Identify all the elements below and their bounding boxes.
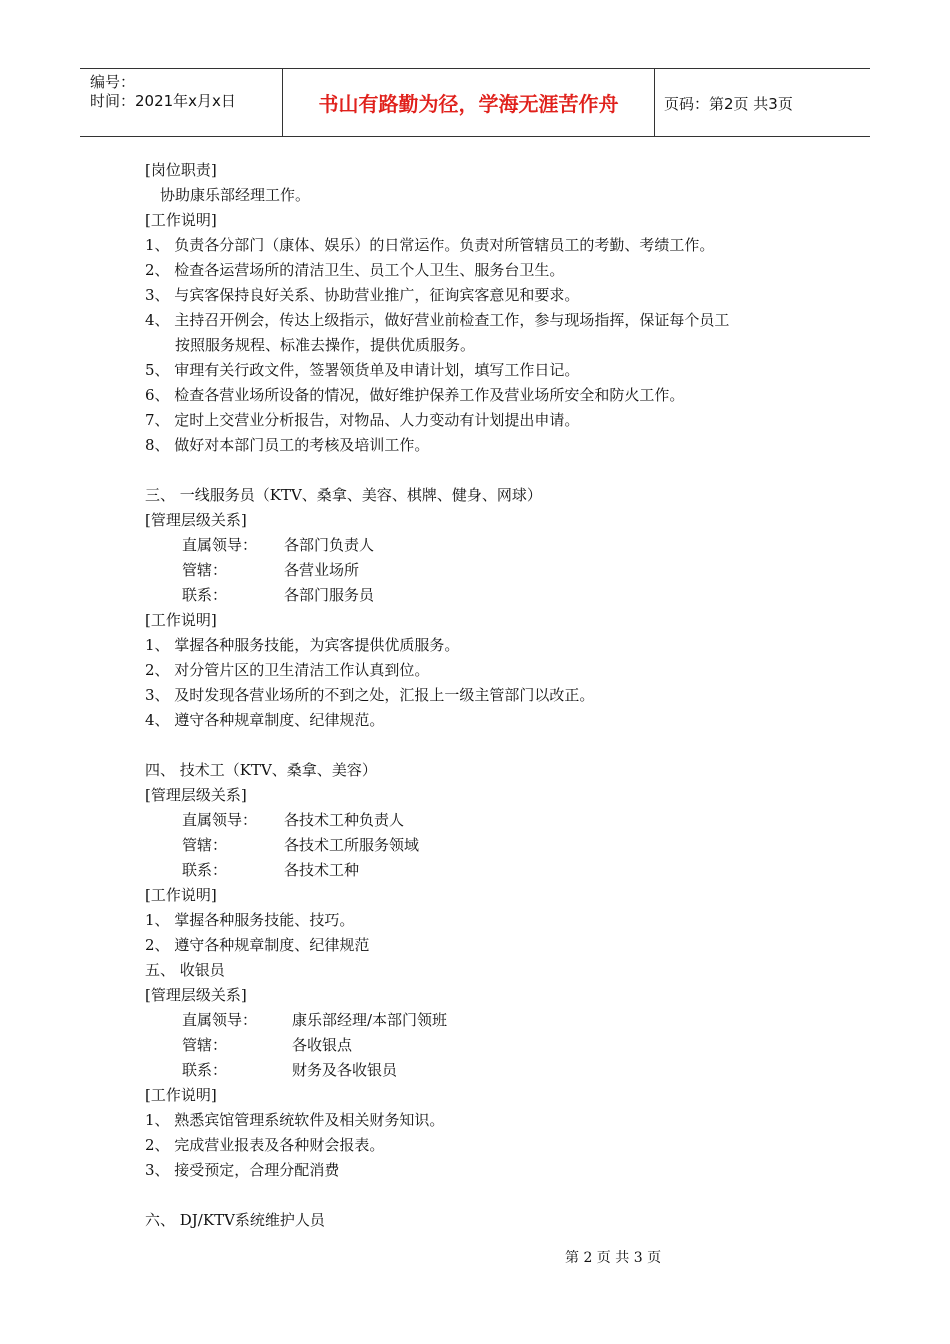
header-divider <box>654 69 655 136</box>
text-line: 1、 负责各分部门（康体、娱乐）的日常运作。负责对所管辖员工的考勤、考绩工作。 <box>145 236 715 254</box>
relation-key: 联系： <box>182 861 228 879</box>
text-line: 6、 检查各营业场所设备的情况，做好维护保养工作及营业场所安全和防火工作。 <box>145 386 685 404</box>
text-line: 1、 掌握各种服务技能，为宾客提供优质服务。 <box>145 636 460 654</box>
relation-row <box>145 1033 845 1058</box>
text-line: [工作说明] <box>145 1086 217 1104</box>
spacer <box>145 733 845 758</box>
relation-row <box>145 1008 845 1033</box>
text-line: 4、 主持召开例会，传达上级指示，做好营业前检查工作，参与现场指挥，保证每个员工 <box>145 311 730 329</box>
relation-row <box>145 833 845 858</box>
relation-value: 康乐部经理/本部门领班 <box>292 1011 448 1029</box>
text-line: 2、 对分管片区的卫生清洁工作认真到位。 <box>145 661 430 679</box>
text-line: 三、 一线服务员（KTV、桑拿、美容、棋牌、健身、网球） <box>145 486 542 504</box>
relation-value: 各营业场所 <box>284 561 360 579</box>
text-line: 2、 遵守各种规章制度、纪律规范 <box>145 936 370 954</box>
header-motto: 书山有路勤为径，学海无涯苦作舟 <box>318 92 619 116</box>
relation-value: 财务及各收银员 <box>292 1061 398 1079</box>
relation-row <box>145 858 845 883</box>
relation-key: 直属领导： <box>182 1011 258 1029</box>
relation-value: 各技术工种负责人 <box>284 811 405 829</box>
relation-key: 直属领导： <box>182 811 258 829</box>
text-line: 六、 DJ/KTV系统维护人员 <box>145 1211 325 1229</box>
relation-key: 联系： <box>182 1061 228 1079</box>
text-line: 3、 接受预定，合理分配消费 <box>145 1161 340 1179</box>
text-line: 1、 熟悉宾馆管理系统软件及相关财务知识。 <box>145 1111 445 1129</box>
header-meta <box>90 73 236 111</box>
text-line: 3、 及时发现各营业场所的不到之处，汇报上一级主管部门以改正。 <box>145 686 595 704</box>
text-line: 8、 做好对本部门员工的考核及培训工作。 <box>145 436 430 454</box>
relation-key: 联系： <box>182 586 228 604</box>
text-line: [岗位职责] <box>145 161 217 179</box>
relation-key: 管辖： <box>182 836 228 854</box>
document-number-label: 编号： <box>90 73 136 91</box>
text-line: 4、 遵守各种规章制度、纪律规范。 <box>145 711 385 729</box>
text-line: 四、 技术工（KTV、桑拿、美容） <box>145 761 377 779</box>
text-line: 1、 掌握各种服务技能、技巧。 <box>145 911 355 929</box>
relation-row <box>145 808 845 833</box>
text-line: 7、 定时上交营业分析报告，对物品、人力变动有计划提出申请。 <box>145 411 580 429</box>
text-line: 5、 审理有关行政文件，签署领货单及申请计划，填写工作日记。 <box>145 361 580 379</box>
text-line: 按照服务规程、标准去操作，提供优质服务。 <box>175 336 476 354</box>
text-line: 2、 完成营业报表及各种财会报表。 <box>145 1136 385 1154</box>
text-line: [管理层级关系] <box>145 986 247 1004</box>
relation-key: 管辖： <box>182 561 228 579</box>
text-line: [工作说明] <box>145 611 217 629</box>
spacer <box>145 458 845 483</box>
text-line: [工作说明] <box>145 886 217 904</box>
relation-key: 直属领导： <box>182 536 258 554</box>
relation-value: 各部门负责人 <box>284 536 375 554</box>
text-line: [工作说明] <box>145 211 217 229</box>
relation-value: 各技术工所服务领域 <box>284 836 420 854</box>
relation-row <box>145 533 845 558</box>
relation-key: 管辖： <box>182 1036 228 1054</box>
text-line: 五、 收银员 <box>145 961 225 979</box>
text-line: [管理层级关系] <box>145 786 247 804</box>
page-footer: 第 2 页 共 3 页 <box>565 1250 662 1266</box>
relation-row <box>145 1058 845 1083</box>
text-line: 协助康乐部经理工作。 <box>160 186 311 204</box>
relation-row <box>145 558 845 583</box>
relation-row <box>145 583 845 608</box>
relation-value: 各部门服务员 <box>284 586 375 604</box>
document-date: 时间：2021年x月x日 <box>90 92 236 110</box>
page-header <box>80 68 870 137</box>
header-page-info: 页码：第2页 共3页 <box>664 95 793 113</box>
text-line: 2、 检查各运营场所的清洁卫生、员工个人卫生、服务台卫生。 <box>145 261 565 279</box>
document-body <box>145 158 845 1233</box>
relation-value: 各收银点 <box>292 1036 353 1054</box>
spacer <box>145 1183 845 1208</box>
relation-value: 各技术工种 <box>284 861 360 879</box>
text-line: 3、 与宾客保持良好关系、协助营业推广，征询宾客意见和要求。 <box>145 286 580 304</box>
text-line: [管理层级关系] <box>145 511 247 529</box>
